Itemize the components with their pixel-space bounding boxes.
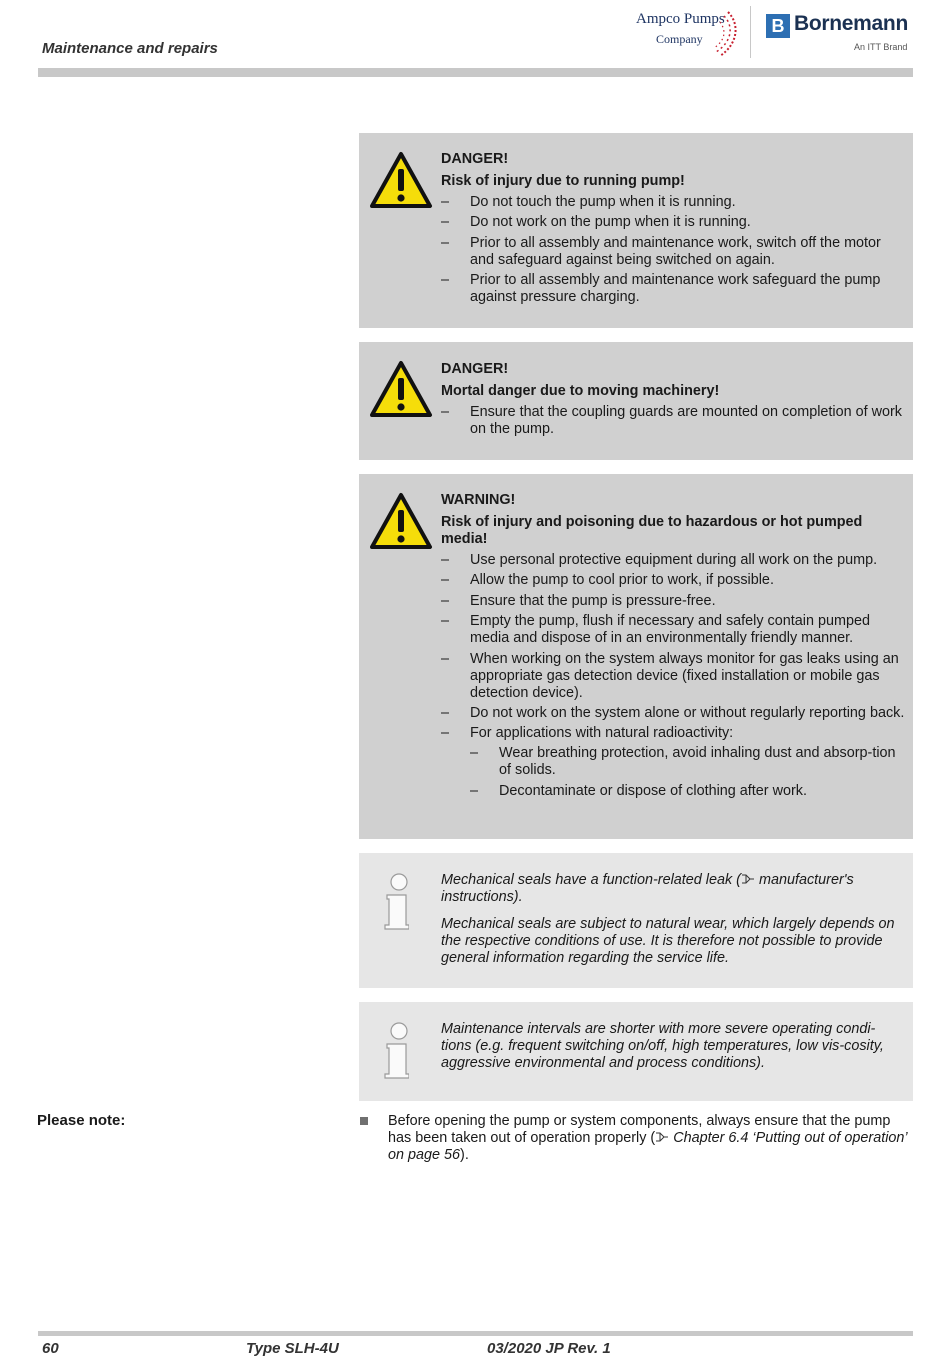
- list-item: – Do not touch the pump when it is running.: [441, 194, 736, 210]
- list-item: – When working on the system always monitor for gas leaks using an appropriate gas detection device (fixed installation or mobile gas detection device).: [441, 650, 899, 701]
- ampco-logo-line1: Ampco Pumps: [636, 11, 725, 27]
- info-i-icon: [369, 873, 409, 931]
- list-item: – Prior to all assembly and maintenance work, switch off the motor and safeguard against being switched on again.: [441, 234, 881, 268]
- info-paragraph: Mechanical seals have a function-related leak ( manufacturer's instructions).: [441, 872, 854, 905]
- info-box-mechanical-seals: [359, 853, 913, 988]
- warning-triangle-icon: [369, 151, 433, 209]
- square-bullet-icon: [360, 1117, 368, 1125]
- ampco-swirl-icon: [698, 10, 738, 58]
- list-item: – For applications with natural radioactivity: – Wear breathing protection, avoid inhaling dust and absorp-tion of solids. – Decontaminate or dispose of clothing after work.: [441, 725, 905, 799]
- bornemann-mark: B: [766, 14, 790, 38]
- list-item: – Allow the pump to cool prior to work, if possible.: [441, 572, 774, 589]
- document-revision: 03/2020 JP Rev. 1: [487, 1340, 611, 1357]
- ampco-pumps-logo: [630, 8, 740, 58]
- ampco-logo-line2: Company: [656, 32, 703, 46]
- warning-triangle-icon: [369, 360, 433, 418]
- logo-divider: [750, 6, 751, 58]
- danger-box-moving-machinery: [359, 342, 913, 460]
- hand-pointer-arrow-icon: [741, 873, 755, 885]
- hazard-heading: Mortal danger due to moving machinery!: [441, 383, 720, 399]
- bornemann-logo: [766, 12, 916, 57]
- info-paragraph: Mechanical seals are subject to natural wear, which largely depends on the respective conditions of use. It is therefore not possible to provide general information regarding the service life.: [441, 916, 895, 966]
- warning-box-hazardous-media: [359, 474, 913, 839]
- list-item: – Do not work on the pump when it is running.: [441, 214, 751, 231]
- page-number: 60: [42, 1340, 59, 1357]
- signal-word: DANGER!: [441, 151, 509, 167]
- bornemann-subtitle: An ITT Brand: [854, 42, 908, 52]
- list-item: – Empty the pump, flush if necessary and safely contain pumped media and dispose of in an environmentally friendly manner.: [441, 613, 870, 647]
- section-title: Maintenance and repairs: [42, 40, 218, 57]
- info-box-maintenance-intervals: [359, 1002, 913, 1101]
- list-item: – Use personal protective equipment during all work on the pump.: [441, 552, 878, 568]
- bornemann-name: Bornemann: [794, 12, 908, 35]
- header-rule: [38, 68, 913, 77]
- hazard-heading: Risk of injury and poisoning due to hazardous or hot pumped media!: [441, 514, 863, 547]
- footer-rule: [38, 1331, 913, 1336]
- info-paragraph: Maintenance intervals are shorter with more severe operating condi-tions (e.g. frequent switching on/off, high temperatures, low vis-cosity, aggressive environmental and process conditions).: [441, 1021, 884, 1071]
- signal-word: WARNING!: [441, 492, 516, 508]
- sub-list-item: – Wear breathing protection, avoid inhaling dust and absorp-tion of solids.: [470, 745, 896, 779]
- list-item: – Do not work on the system alone or without regularly reporting back.: [441, 704, 905, 721]
- list-item: – Prior to all assembly and maintenance work safeguard the pump against pressure charging.: [441, 272, 881, 306]
- info-i-icon: [369, 1022, 409, 1080]
- sub-list-item: – Decontaminate or dispose of clothing after work.: [470, 782, 807, 799]
- please-note-text: Before opening the pump or system components, always ensure that the pump has been taken out of operation properly ( Chapter 6.4 ‘Putting out of operation’ on page 56).: [388, 1113, 907, 1163]
- danger-box-running-pump: [359, 133, 913, 328]
- please-note-label: Please note:: [37, 1112, 126, 1129]
- warning-triangle-icon: [369, 492, 433, 550]
- list-item: – Ensure that the coupling guards are mounted on completion of work on the pump.: [441, 404, 902, 437]
- hand-pointer-arrow-icon: [655, 1131, 669, 1143]
- document-type: Type SLH-4U: [246, 1340, 339, 1357]
- list-item: – Ensure that the pump is pressure-free.: [441, 592, 716, 609]
- chapter-cross-reference-link[interactable]: Chapter 6.4 ‘Putting out of operation’ on page 56: [388, 1130, 907, 1163]
- signal-word: DANGER!: [441, 361, 509, 377]
- hazard-heading: Risk of injury due to running pump!: [441, 173, 685, 189]
